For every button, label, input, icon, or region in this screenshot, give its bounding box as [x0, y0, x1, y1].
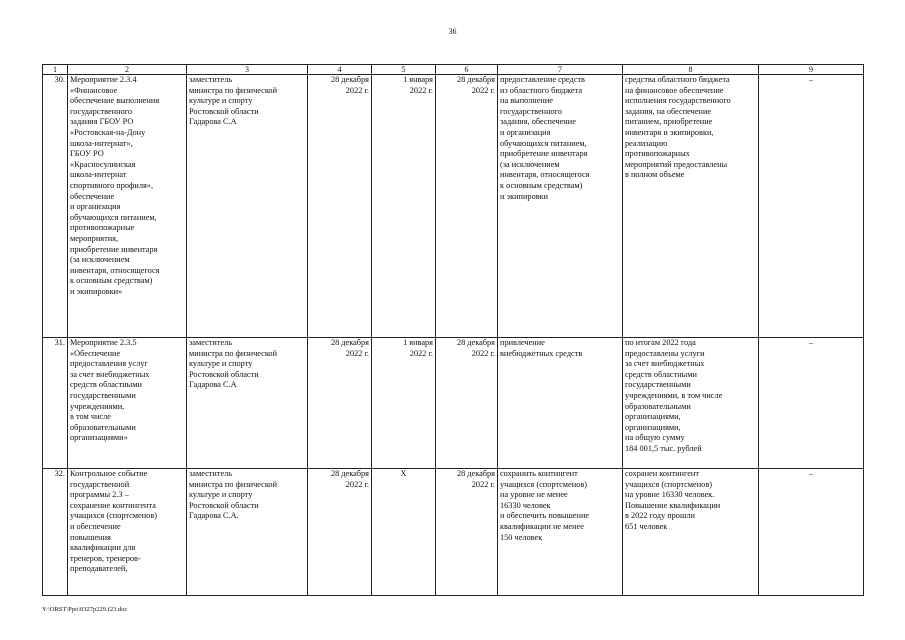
event-cell: Мероприятие 2.3.5 «Обеспечение предоставления услуг за счет внебюджетных средств областными государственными учреждениями, в том числе образовательными организациями» — [68, 338, 187, 469]
end-date-cell: 28 декабря 2022 г. — [436, 338, 498, 469]
column-header: 1 — [43, 65, 68, 75]
event-cell: Мероприятие 2.3.4 «Финансовое обеспечение выполнения государственного задания ГБОУ РО «Ростовская-на-Дону школа-интернат», ГБОУ РО «Красносулинская школа-интернат спортивного профиля», обеспечение и организация обучающихся питанием, противопожарные мероприятия, приобретение инвентаря (за исключением инвентаря, относящегося к основным средствам) и экипировки» — [68, 75, 187, 338]
planned-date-cell: 28 декабря 2022 г. — [308, 469, 372, 596]
page-number: 36 — [448, 27, 457, 36]
actual-result-cell: по итогам 2022 года предоставлены услуги за счет внебюджетных средств областными государственными учреждениями, в том числе образовательными организациями, организациями, на общую сумму 184 001,5 тыс. рублей — [623, 338, 759, 469]
table-row — [43, 75, 864, 338]
column-header: 2 — [68, 65, 187, 75]
responsible-cell: заместитель министра по физической культуре и спорту Ростовской области Гадарова С.А. — [187, 469, 308, 596]
column-header: 5 — [372, 65, 436, 75]
table-row — [43, 469, 864, 596]
expected-result-cell: привлечение внебюджетных средств — [498, 338, 623, 469]
end-date-cell: 28 декабря 2022 г. — [436, 75, 498, 338]
table-row — [43, 338, 864, 469]
event-cell: Контрольное событие государственной программы 2.3 – сохранение контингента учащихся (спортсменов) и обеспечение повышения квалификации для тренеров, тренеров- преподавателей, — [68, 469, 187, 596]
expected-result-cell: сохранить контингент учащихся (спортсменов) на уровне не менее 16330 человек и обеспечить повышение квалификации не менее 150 человек — [498, 469, 623, 596]
column-header: 6 — [436, 65, 498, 75]
report-table — [42, 64, 864, 596]
responsible-cell: заместитель министра по физической культуре и спорту Ростовской области Гадарова С.А — [187, 338, 308, 469]
note-cell: – — [759, 75, 864, 338]
actual-result-cell: средства областного бюджета на финансовое обеспечение исполнения государственного задания, на обеспечение питанием, приобретение инвентаря и экипировки, реализацию противопожарных мероприятий предоставлены в полном объеме — [623, 75, 759, 338]
row-number: 32. — [43, 469, 68, 596]
column-header: 7 — [498, 65, 623, 75]
start-date-cell: 1 января 2022 г. — [372, 338, 436, 469]
planned-date-cell: 28 декабря 2022 г. — [308, 338, 372, 469]
responsible-cell: заместитель министра по физической культуре и спорту Ростовской области Гадарова С.А — [187, 75, 308, 338]
end-date-cell: 28 декабря 2022 г. — [436, 469, 498, 596]
start-date-cell: Х — [372, 469, 436, 596]
column-header: 9 — [759, 65, 864, 75]
start-date-cell: 1 января 2022 г. — [372, 75, 436, 338]
note-cell: – — [759, 469, 864, 596]
row-number: 31. — [43, 338, 68, 469]
column-header: 8 — [623, 65, 759, 75]
actual-result-cell: сохранен контингент учащихся (спортсменов) на уровне 16330 человек. Повышение квалификации в 2022 году прошли 651 человек — [623, 469, 759, 596]
file-path: Y:\ORST\Ppo\0327p229.f23.doc — [42, 606, 128, 613]
expected-result-cell: предоставление средств из областного бюджета на выполнение государственного задания, обеспечение и организация обучающихся питанием, приобретение инвентаря (за исключением инвентаря, относящегося к основным средствам) и экипировки — [498, 75, 623, 338]
note-cell: – — [759, 338, 864, 469]
planned-date-cell: 28 декабря 2022 г. — [308, 75, 372, 338]
header-row — [43, 65, 864, 75]
row-number: 30. — [43, 75, 68, 338]
column-header: 4 — [308, 65, 372, 75]
column-header: 3 — [187, 65, 308, 75]
